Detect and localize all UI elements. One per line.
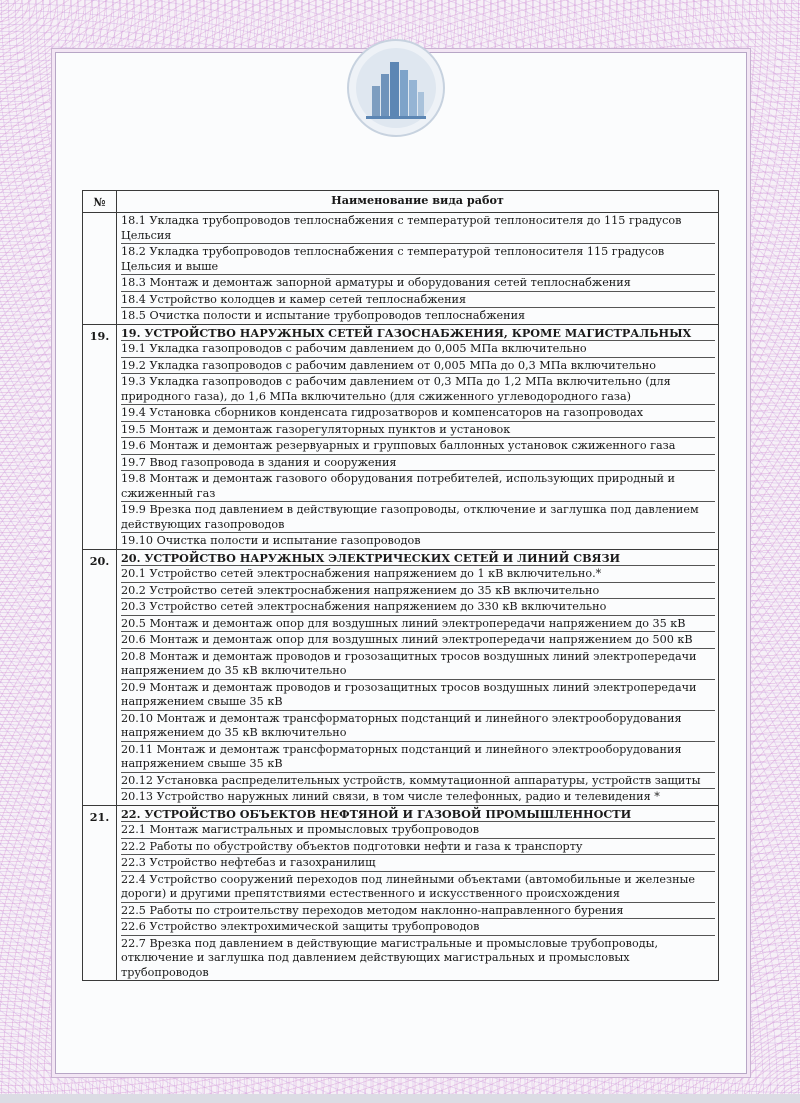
work-item: 19.1 Укладка газопроводов с рабочим давлением до 0,005 МПа включительно	[121, 341, 715, 358]
work-item: 19.3 Укладка газопроводов с рабочим давлением от 0,3 МПа до 1,2 МПа включительно (для природного газа), до 1,6 МПа включительно (для сжиженного углеводородного газа)	[121, 374, 715, 405]
work-item: 22.7 Врезка под давлением в действующие магистральные и промысловые трубопроводы, отключение и заглушка под давлением действующих магистральных и промысловых трубопроводов	[121, 936, 659, 979]
work-item: 22.3 Устройство нефтебаз и газохранилищ	[121, 855, 715, 872]
section-number-label: 21.	[89, 809, 110, 824]
work-item: 19.8 Монтаж и демонтаж газового оборудования потребителей, использующих природный и сжиженный газ	[121, 471, 715, 502]
work-item: 19.2 Укладка газопроводов с рабочим давлением от 0,005 МПа до 0,3 МПа включительно	[121, 358, 715, 375]
work-item: 20.5 Монтаж и демонтаж опор для воздушных линий электропередачи напряжением до 35 кВ	[121, 616, 715, 633]
work-item: 20.2 Устройство сетей электроснабжения напряжением до 35 кВ включительно	[121, 583, 715, 600]
section-number	[83, 805, 117, 981]
work-item: 22.4 Устройство сооружений переходов под линейными объектами (автомобильные и железные дороги) и другими препятствиями естественного и искусственного происхождения	[121, 872, 715, 903]
work-item: 22.1 Монтаж магистральных и промысловых трубопроводов	[121, 822, 715, 839]
table-row	[83, 549, 719, 805]
work-item: 19.10 Очистка полости и испытание газопроводов	[121, 534, 421, 547]
work-item: 19.7 Ввод газопровода в здания и сооружения	[121, 455, 715, 472]
table-row	[83, 805, 719, 981]
work-types-table	[82, 190, 719, 981]
work-item: 20.3 Устройство сетей электроснабжения напряжением до 330 кВ включительно	[121, 599, 715, 616]
section-content	[117, 549, 719, 805]
city-skyline-icon	[346, 38, 446, 138]
work-item: 22.6 Устройство электрохимической защиты трубопроводов	[121, 919, 715, 936]
section-title: 20. УСТРОЙСТВО НАРУЖНЫХ ЭЛЕКТРИЧЕСКИХ СЕТЕЙ И ЛИНИЙ СВЯЗИ	[121, 550, 715, 567]
work-item: 20.6 Монтаж и демонтаж опор для воздушных линий электропередачи напряжением до 500 кВ	[121, 632, 715, 649]
work-item: 20.11 Монтаж и демонтаж трансформаторных подстанций и линейного электрооборудования напряжением свыше 35 кВ	[121, 742, 715, 773]
work-item: 20.8 Монтаж и демонтаж проводов и грозозащитных тросов воздушных линий электропередачи напряжением до 35 кВ включительно	[121, 649, 715, 680]
work-item: 18.3 Монтаж и демонтаж запорной арматуры и оборудования сетей теплоснабжения	[121, 275, 715, 292]
scan-bottom-edge	[0, 1094, 800, 1103]
section-number-label: 19.	[89, 328, 110, 343]
section-content	[117, 805, 719, 981]
work-item: 20.12 Установка распределительных устройств, коммутационной аппаратуры, устройств защиты	[121, 773, 715, 790]
work-item: 20.1 Устройство сетей электроснабжения напряжением до 1 кВ включительно.*	[121, 566, 715, 583]
section-title: 22. УСТРОЙСТВО ОБЪЕКТОВ НЕФТЯНОЙ И ГАЗОВОЙ ПРОМЫШЛЕННОСТИ	[121, 806, 715, 823]
work-item: 19.5 Монтаж и демонтаж газорегуляторных пунктов и установок	[121, 422, 715, 439]
work-item: 19.6 Монтаж и демонтаж резервуарных и групповых баллонных установок сжиженного газа	[121, 438, 715, 455]
work-item: 19.9 Врезка под давлением в действующие газопроводы, отключение и заглушка под давлением действующих газопроводов	[121, 502, 715, 533]
work-item: 18.1 Укладка трубопроводов теплоснабжения с температурой теплоносителя до 115 градусов Цельсия	[121, 213, 715, 244]
work-item: 20.13 Устройство наружных линий связи, в том числе телефонных, радио и телевидения *	[121, 790, 660, 803]
work-item: 18.4 Устройство колодцев и камер сетей теплоснабжения	[121, 292, 715, 309]
header-work-name: Наименование вида работ	[117, 191, 719, 213]
section-content	[117, 213, 719, 325]
section-content	[117, 324, 719, 549]
table-header-row	[83, 191, 719, 213]
table-row	[83, 213, 719, 325]
work-item: 19.4 Установка сборников конденсата гидрозатворов и компенсаторов на газопроводах	[121, 405, 715, 422]
work-item: 18.2 Укладка трубопроводов теплоснабжения с температурой теплоносителя 115 градусов Цельсия и выше	[121, 244, 715, 275]
section-number-label	[83, 215, 116, 217]
work-item: 22.5 Работы по строительству переходов методом наклонно-направленного бурения	[121, 903, 715, 920]
work-item: 20.9 Монтаж и демонтаж проводов и грозозащитных тросов воздушных линий электропередачи напряжением свыше 35 кВ	[121, 680, 715, 711]
section-number	[83, 549, 117, 805]
section-number	[83, 324, 117, 549]
work-item: 20.10 Монтаж и демонтаж трансформаторных подстанций и линейного электрооборудования напряжением до 35 кВ включительно	[121, 711, 715, 742]
header-number: №	[83, 191, 117, 213]
work-item: 22.2 Работы по обустройству объектов подготовки нефти и газа к транспорту	[121, 839, 715, 856]
section-number	[83, 213, 117, 325]
work-item: 18.5 Очистка полости и испытание трубопроводов теплоснабжения	[121, 309, 526, 322]
section-title: 19. УСТРОЙСТВО НАРУЖНЫХ СЕТЕЙ ГАЗОСНАБЖЕНИЯ, КРОМЕ МАГИСТРАЛЬНЫХ	[121, 325, 715, 342]
section-number-label: 20.	[89, 553, 110, 568]
table-row	[83, 324, 719, 549]
